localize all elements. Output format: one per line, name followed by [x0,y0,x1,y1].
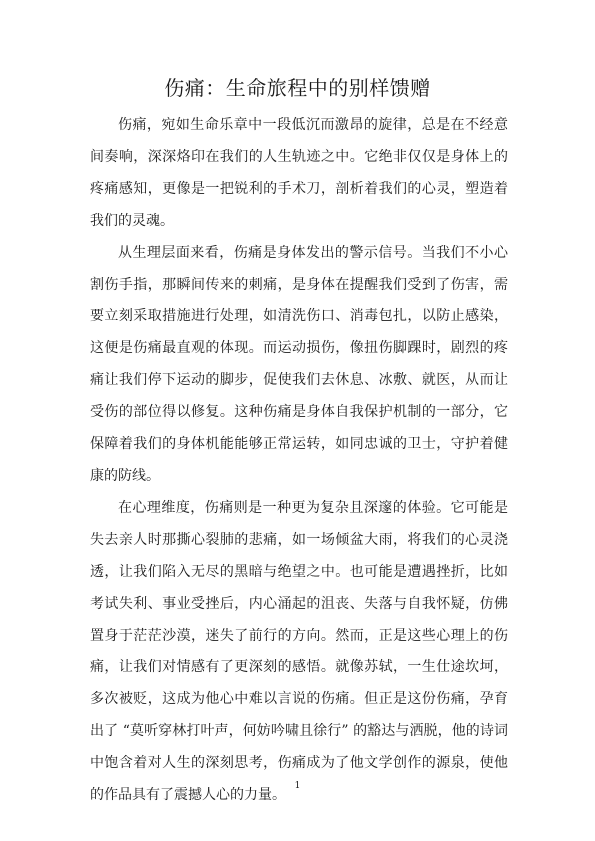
page-number: 1 [294,781,301,791]
paragraph-2: 从生理层面来看，伤痛是身体发出的警示信号。当我们不小心割伤手指，那瞬间传来的刺痛，是身体在提醒我们受到了伤害，需要立刻采取措施进行处理，如清洗伤口、消毒包扎，以防止感染，这便是伤痛最直观的体现。而运动损伤，像扭伤脚踝时，剧烈的疼痛让我们停下运动的脚步，促使我们去休息、冰敷、就医，从而让受伤的部位得以修复。这种伤痛是身体自我保护机制的一部分，它保障着我们的身体机能能够正常运转，如同忠诚的卫士，守护着健康的防线。 [90,244,508,484]
document-title: 伤痛：生命旅程中的别样馈赠 [164,76,431,100]
paragraph-1: 伤痛，宛如生命乐章中一段低沉而激昂的旋律，总是在不经意间奏响，深深烙印在我们的人生轨迹之中。它绝非仅仅是身体上的疼痛感知，更像是一把锐利的手术刀，剖析着我们的心灵，塑造着我们的灵魂。 [90,117,508,229]
document-body [90,110,508,812]
paragraph-3: 在心理维度，伤痛则是一种更为复杂且深邃的体验。它可能是失去亲人时那撕心裂肺的悲痛，如一场倾盆大雨，将我们的心灵浇透，让我们陷入无尽的黑暗与绝望之中。也可能是遭遇挫折，比如考试失利、事业受挫后，内心涌起的沮丧、失落与自我怀疑，仿佛置身于茫茫沙漠，迷失了前行的方向。然而，正是这些心理上的伤痛，让我们对情感有了更深刻的感悟。就像苏轼，一生仕途坎坷，多次被贬，这成为他心中难以言说的伤痛。但正是这份伤痛，孕育出了 “莫听穿林打叶声，何妨吟啸且徐行” 的豁达与洒脱，他的诗词中饱含着对人生的深刻思考，伤痛成为了他文学创作的源泉，使他的作品具有了震撼人心的力量。 [90,499,508,804]
